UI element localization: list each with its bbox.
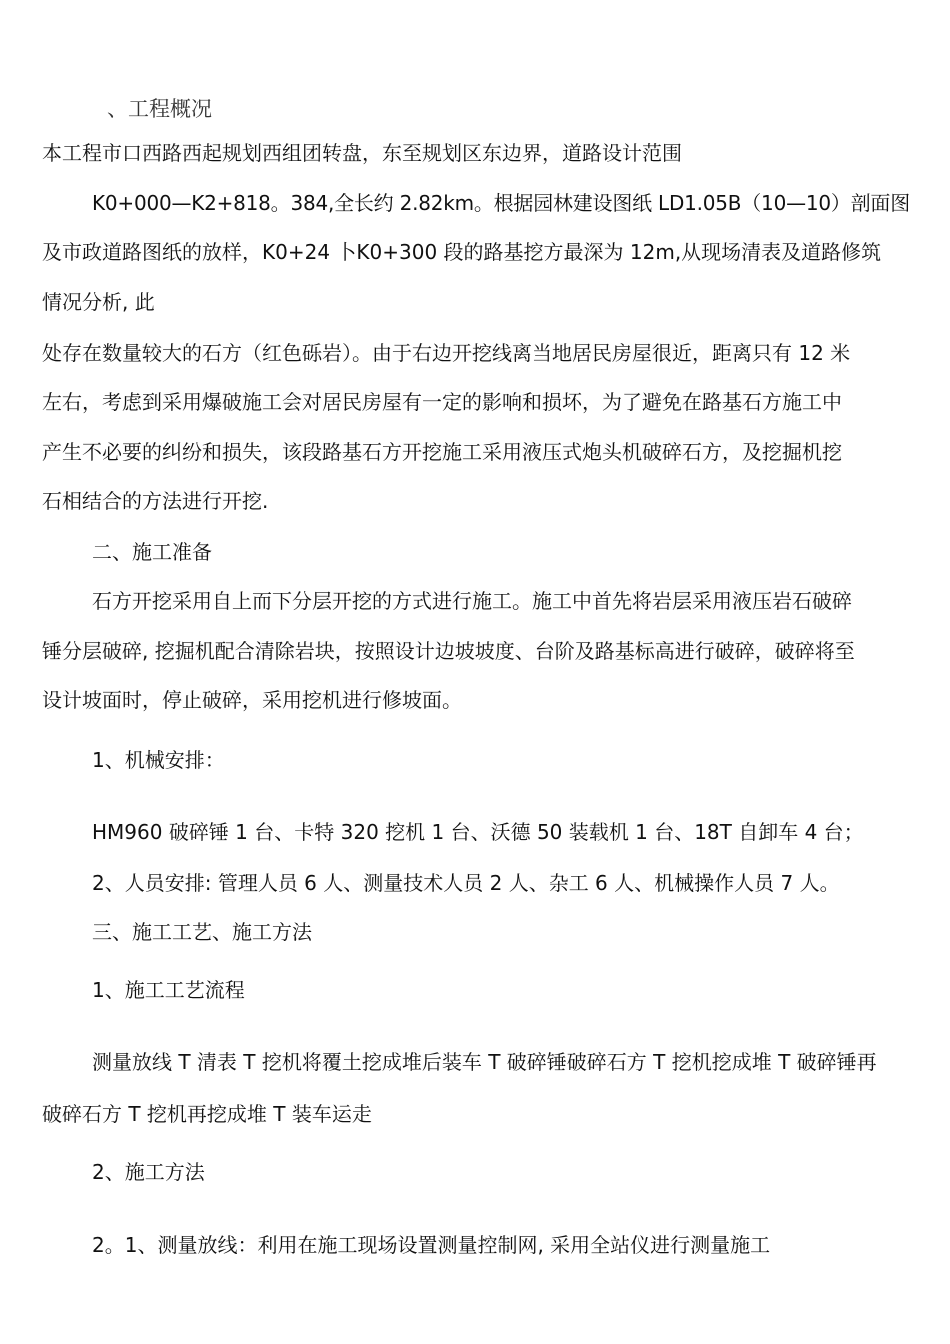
machinery-list: HM960 破碎锤 1 台、卡特 320 挖机 1 台、沃德 50 装载机 1 台、18T 自卸车 4 台；	[92, 820, 864, 844]
process-flow-line: 破碎石方 T 挖机再挖成堆 T 装车运走	[42, 1102, 372, 1126]
paragraph-line: 处存在数量较大的石方（红色砾岩）。由于右边开挖线离当地居民房屋很近，距离只有 12 米	[42, 341, 851, 365]
process-flow-heading: 1、施工工艺流程	[92, 978, 245, 1002]
paragraph-line: 左右，考虑到采用爆破施工会对居民房屋有一定的影响和损坏，为了避免在路基石方施工中	[42, 390, 842, 414]
paragraph-line: K0+000—K2+818。384,全长约 2.82km。根据园林建设图纸 LD1.05B（10—10）剖面图	[92, 191, 910, 215]
survey-layout-item: 2。1、测量放线：利用在施工现场设置测量控制网, 采用全站仪进行测量施工	[92, 1233, 771, 1257]
section-heading-project-overview: 、工程概况	[107, 97, 212, 121]
paragraph-line: 本工程市口西路西起规划西组团转盘，东至规划区东边界，道路设计范围	[42, 141, 682, 165]
section-heading-construction-preparation: 二、施工准备	[92, 540, 212, 564]
paragraph-line: 锤分层破碎, 挖掘机配合清除岩块，按照设计边坡坡度、台阶及路基标高进行破碎，破碎将至	[42, 639, 855, 663]
section-heading-process-methods: 三、施工工艺、施工方法	[92, 920, 312, 944]
process-flow-line: 测量放线 T 清表 T 挖机将覆土挖成堆后装车 T 破碎锤破碎石方 T 挖机挖成堆 T 破碎锤再	[92, 1050, 877, 1074]
paragraph-line: 产生不必要的纠纷和损失，该段路基石方开挖施工采用液压式炮头机破碎石方，及挖掘机挖	[42, 440, 842, 464]
personnel-arrangement: 2、人员安排: 管理人员 6 人、测量技术人员 2 人、杂工 6 人、机械操作人员 7 人。	[92, 871, 840, 895]
methods-heading: 2、施工方法	[92, 1160, 205, 1184]
machinery-heading: 1、机械安排：	[92, 748, 225, 772]
paragraph-line: 情况分析, 此	[42, 290, 155, 314]
paragraph-line: 设计坡面时，停止破碎，采用挖机进行修坡面。	[42, 688, 462, 712]
paragraph-line: 石方开挖采用自上而下分层开挖的方式进行施工。施工中首先将岩层采用液压岩石破碎	[92, 589, 852, 613]
paragraph-line: 及市政道路图纸的放样，K0+24 卜K0+300 段的路基挖方最深为 12m,从现场清表及道路修筑	[42, 240, 882, 264]
paragraph-line: 石相结合的方法进行开挖.	[42, 489, 269, 513]
